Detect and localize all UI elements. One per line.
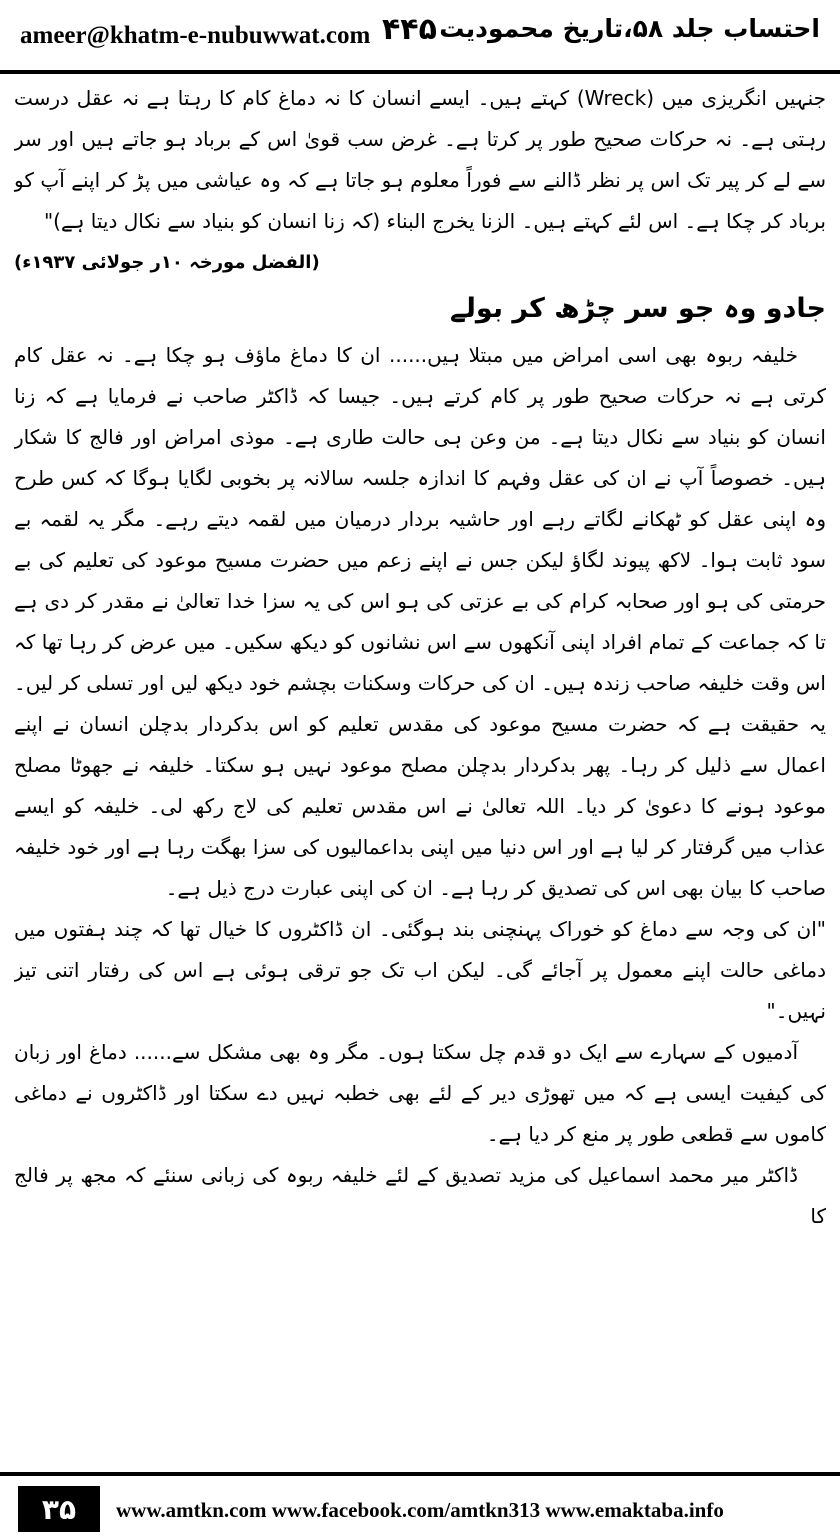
paragraph: خلیفہ ربوہ بھی اسی امراض میں مبتلا ہیں...... ان کا دماغ ماؤف ہو چکا ہے۔ نہ عقل کام کرتی ہے نہ حرکات صحیح طور پر کام کرتے ہیں۔ جیسا کہ ڈاکٹر صاحب نے فرمایا ہے کہ زنا انسان کو بنیاد سے نکال دیتا ہے۔ من وعن ہی حالت طاری ہے۔ موذی امراض اور فالج کا شکار ہیں۔ خصوصاً آپ نے ان کی عقل وفہم کا اندازہ جلسہ سالانہ پر بخوبی لگایا ہوگا کہ کس طرح وہ اپنی عقل کو ٹھکانے لگاتے رہے اور حاشیہ بردار درمیان میں لقمہ دیتے رہے۔ مگر یہ لقمہ بے سود ثابت ہوا۔ لاکھ پیوند لگاؤ لیکن جس نے اپنے زعم میں حضرت مسیح موعود کی تعلیم کی بے حرمتی کی ہو اور صحابہ کرام کی بے عزتی کی ہو اس کی یہ سزا خدا تعالیٰ نے مقدر کر دی ہے تا کہ جماعت کے تمام افراد اپنی آنکھوں سے اس نشانوں کو دیکھ سکیں۔ میں عرض کر رہا تھا کہ اس وقت خلیفہ صاحب زندہ ہیں۔ ان کی حرکات وسکنات بچشم خود دیکھ لیں اور تسلی کر لیں۔ یہ حقیقت ہے کہ حضرت مسیح موعود کی مقدس تعلیم کو اس بدکردار بدچلن انسان نے اپنے اعمال سے ذلیل کر رہا۔ پھر بدکردار بدچلن مصلح موعود نہیں ہو سکتا۔ خلیفہ نے جھوٹا مصلح موعود ہونے کا دعویٰ کر دیا۔ اللہ تعالیٰ نے اس مقدس تعلیم کی لاج رکھ لی۔ خلیفہ کو ایسے عذاب میں گرفتار کر لیا ہے اور اس دنیا میں اپنی بداعمالیوں کی سزا بھگت رہا ہے اور خود خلیفہ صاحب کا بیان بھی اس کی تصدیق کر رہا ہے۔ ان کی اپنی عبارت درج ذیل ہے۔ xyxy=(14,343,826,900)
page-header xyxy=(0,0,840,74)
header-email: ameer@khatm-e-nubuwwat.com xyxy=(20,22,371,49)
article-body xyxy=(14,78,826,1472)
header-title: احتساب جلد ۵۸،تاریخ محمودیت xyxy=(439,14,820,43)
page-footer xyxy=(0,1472,840,1540)
footer-links: www.amtkn.com www.facebook.com/amtkn313 www.emaktaba.info xyxy=(116,1498,724,1522)
paragraph: جنہیں انگریزی میں (Wreck) کہتے ہیں۔ ایسے انسان کا نہ دماغ کام کا رہتا ہے نہ عقل درست رہتی ہے۔ نہ حرکات صحیح طور پر کرتا ہے۔ غرض سب قویٰ اس کے برباد ہو جاتے ہیں اور سر سے لے کر پیر تک اس پر نظر ڈالنے سے فوراً معلوم ہو جاتا ہے کہ وہ عیاشی میں پڑ کر اپنے آپ کو برباد کر چکا ہے۔ اس لئے کہتے ہیں۔ الزنا یخرج البناء (کہ زنا انسان کو بنیاد سے نکال دیتا ہے)" xyxy=(14,86,826,233)
footer-page-number: ۳۵ xyxy=(18,1486,100,1532)
header-page-number: ۴۴۵ xyxy=(382,12,437,47)
paragraph: آدمیوں کے سہارے سے ایک دو قدم چل سکتا ہوں۔ مگر وہ بھی مشکل سے...... دماغ اور زبان کی کیفیت ایسی ہے کہ میں تھوڑی دیر کے لئے بھی خطبہ نہیں دے سکتا اور ڈاکٹروں نے دماغی کاموں سے قطعی طور پر منع کر دیا ہے۔ xyxy=(14,1040,826,1146)
quote-paragraph: "ان کی وجہ سے دماغ کو خوراک پہنچنی بند ہوگئی۔ ان ڈاکٹروں کا خیال تھا کہ چند ہفتوں میں دماغی حالت اپنے معمول پر آجائے گی۔ لیکن اب تک جو ترقی ہوئی ہے اس کی رفتار اتنی تیز نہیں۔" xyxy=(14,917,826,1023)
section-heading: جادو وہ جو سر چڑھ کر بولے xyxy=(449,293,826,324)
citation-line xyxy=(14,242,826,283)
paragraph: ڈاکٹر میر محمد اسماعیل کی مزید تصدیق کے لئے خلیفہ ربوہ کی زبانی سنئے کہ مجھ پر فالج کا xyxy=(14,1163,826,1228)
citation: (الفضل مورخہ ۱۰ر جولائی ۱۹۳۷ء) xyxy=(14,252,320,273)
